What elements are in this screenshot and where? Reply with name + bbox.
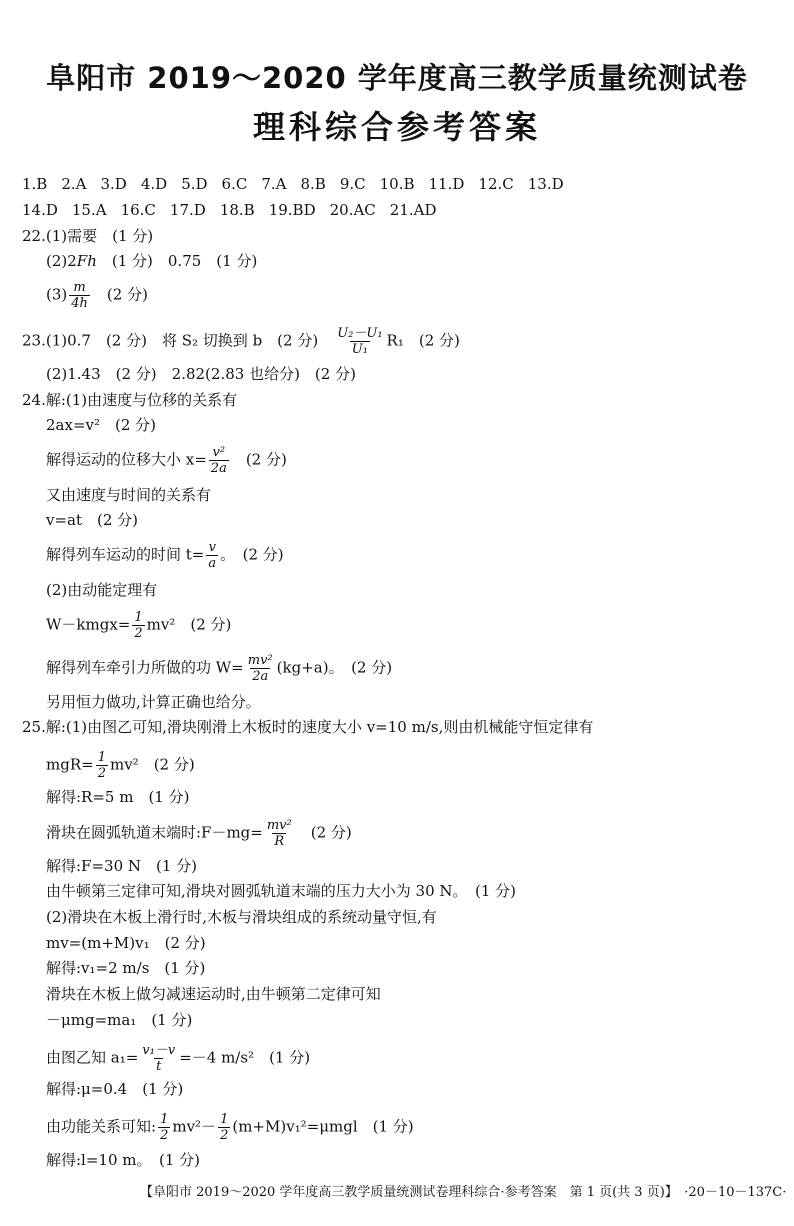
q25-line: 由功能关系可知: $\frac{1}{2}$ mv²－ $\frac{1}{2}$ (m+M)v₁²=μmgl (1 分) [46, 1112, 414, 1143]
choice-answer: 3.D [100, 175, 127, 193]
fraction: $\frac{m}{4h}$ [71, 280, 88, 311]
q24-line: 又由速度与时间的关系有 [46, 486, 212, 504]
choice-answer: 18.B [219, 201, 255, 219]
fraction: $\frac{\text{v₁－v}}{t}$ [142, 1043, 176, 1074]
q25-line: 由牛顿第三定律可知,滑块对圆弧轨道末端的压力大小为 30 N。 (1 分) [46, 882, 517, 900]
choice-answer: 9.C [339, 175, 366, 193]
q24-line: 解得列车牵引力所做的功 W= $\frac{\text{mv²}}{2a}$ (kg+a)。 (2 分) [46, 653, 393, 684]
q24-line: 2ax=v² (2 分) [46, 416, 157, 434]
choice-answer: 1.B [22, 175, 48, 193]
q25-line: 25.解:(1)由图乙可知,滑块刚滑上木板时的速度大小 v=10 m/s,则由机械能守恒定律有 [22, 718, 594, 736]
q22-line: (2)2Fh (1 分) 0.75 (1 分) [46, 252, 258, 270]
fraction: $\frac{1}{2}$ [97, 750, 106, 781]
q24-line: 24.解:(1)由速度与位移的关系有 [22, 391, 238, 409]
choice-answer: 14.D [22, 201, 58, 219]
fraction: $\frac{\text{mv²}}{2a}$ [247, 653, 273, 684]
fraction: $\frac{\text{U₂－U₁}}{\text{U₁}}$ [337, 326, 383, 357]
choice-answer: 12.C [478, 175, 514, 193]
fraction: $\frac{1}{2}$ [220, 1112, 229, 1143]
q25-line: 滑块在圆弧轨道末端时:F－mg= $\frac{\text{mv²}}{R}$ (2 分) [46, 818, 352, 849]
q24-line: 解得运动的位移大小 x= $\frac{\text{v²}}{2a}$ (2 分) [46, 445, 287, 476]
q24-line: v=at (2 分) [46, 511, 139, 529]
q25-line: －μmg=ma₁ (1 分) [46, 1011, 193, 1029]
q25-line: mgR= $\frac{1}{2}$ mv² (2 分) [46, 750, 195, 781]
q24-line: W－kmgx= $\frac{1}{2}$ mv² (2 分) [46, 610, 232, 641]
choice-answer: 15.A [71, 201, 107, 219]
page-subtitle: 理科综合参考答案 [252, 108, 541, 146]
choice-answer: 19.BD [268, 201, 316, 219]
fraction: $\frac{v}{a}$ [208, 540, 217, 571]
page-title: 阜阳市 2019～2020 学年度高三教学质量统测试卷 [46, 61, 748, 95]
q24-line: 另用恒力做功,计算正确也给分。 [46, 693, 261, 711]
choice-answer: 20.AC [329, 201, 376, 219]
q25-line: (2)滑块在木板上滑行时,木板与滑块组成的系统动量守恒,有 [46, 908, 437, 926]
choice-answer: 10.B [379, 175, 415, 193]
choice-answers-row-1 [22, 174, 564, 194]
q25-line: mv=(m+M)v₁ (2 分) [46, 934, 206, 952]
q25-line: 滑块在木板上做匀减速运动时,由牛顿第二定律可知 [46, 985, 381, 1003]
choice-answers-row-2 [22, 200, 437, 220]
choice-answer: 4.D [140, 175, 168, 193]
q25-line: 解得:l=10 m。 (1 分) [46, 1151, 201, 1169]
q25-line: 解得:F=30 N (1 分) [46, 857, 198, 875]
q25-line: 解得:R=5 m (1 分) [46, 788, 190, 806]
fraction: $\frac{1}{2}$ [160, 1112, 169, 1143]
choice-answer: 8.B [300, 175, 326, 193]
page-footer: 【阜阳市 2019～2020 学年度高三教学质量统测试卷理科综合·参考答案 第 1 页(共 3 页)】 ·20－10－137C· [140, 1185, 787, 1200]
fraction: $\frac{\text{mv²}}{R}$ [266, 818, 292, 849]
choice-answer: 6.C [221, 175, 248, 193]
choice-answer: 2.A [61, 175, 87, 193]
choice-answer: 21.AD [389, 201, 437, 219]
q25-line: 由图乙知 a₁= $\frac{\text{v₁－v}}{t}$ =－4 m/s² (1 分) [46, 1043, 311, 1074]
q24-line: 解得列车运动的时间 t= $\frac{v}{a}$ 。 (2 分) [46, 540, 284, 571]
fraction: $\frac{1}{2}$ [134, 610, 143, 641]
q23-line: (2)1.43 (2 分) 2.82(2.83 也给分) (2 分) [46, 365, 356, 383]
q25-line: 解得:μ=0.4 (1 分) [46, 1080, 184, 1098]
choice-answer: 5.D [181, 175, 208, 193]
q22-line: (3) $\frac{m}{4h}$ (2 分) [46, 280, 148, 311]
choice-answer: 13.D [527, 175, 564, 193]
q22-line: 22.(1)需要 (1 分) [22, 227, 154, 245]
choice-answer: 17.D [169, 201, 206, 219]
choice-answer: 11.D [428, 175, 465, 193]
choice-answer: 16.C [120, 201, 156, 219]
fraction: $\frac{\text{v²}}{2a}$ [210, 445, 227, 476]
choice-answer: 7.A [261, 175, 287, 193]
q23-line: 23.(1)0.7 (2 分) 将 S₂ 切换到 b (2 分) $\frac{\text{U₂－U₁}}{\text{U₁}}$ R₁ (2 分) [22, 326, 460, 357]
q24-line: (2)由动能定理有 [46, 581, 158, 599]
q25-line: 解得:v₁=2 m/s (1 分) [46, 959, 206, 977]
